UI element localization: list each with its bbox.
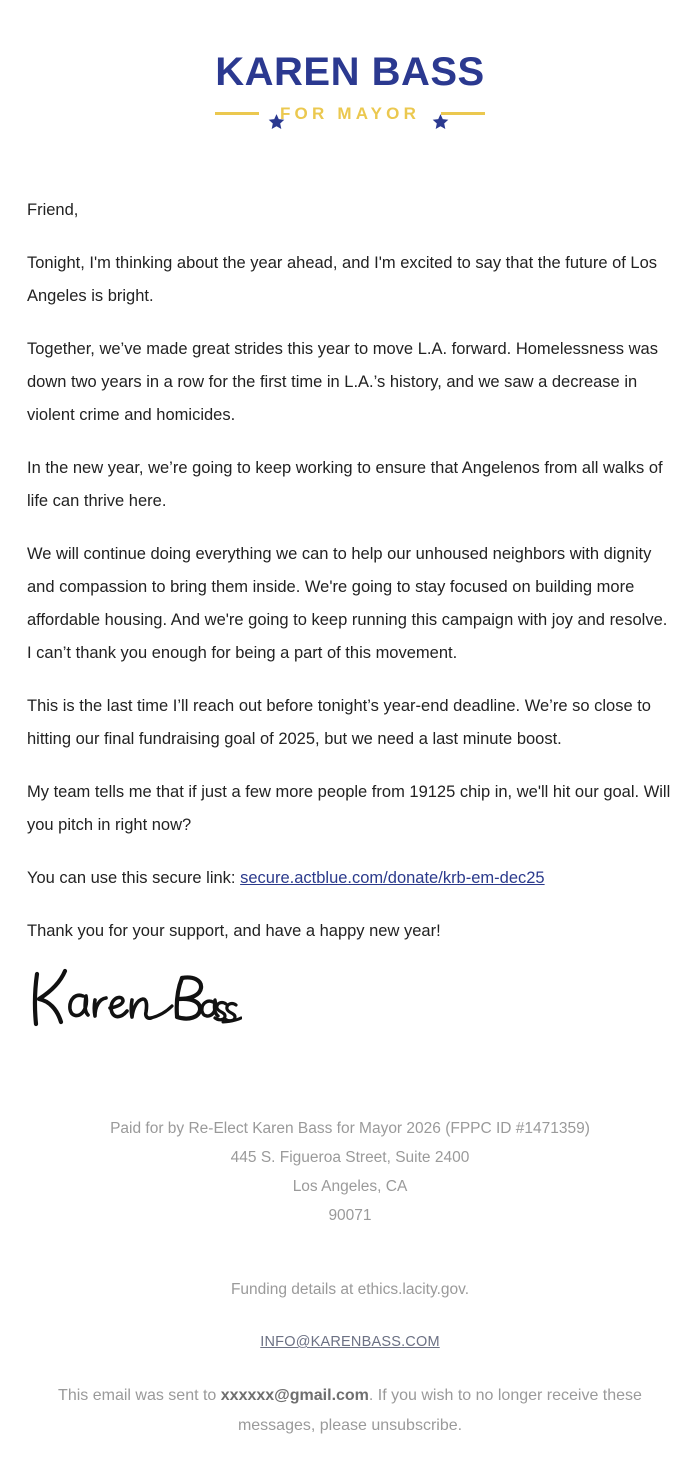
logo-tagline: FOR MAYOR (279, 104, 421, 123)
paid-for-disclaimer (30, 1114, 670, 1230)
disclaimer-line-4: 90071 (328, 1207, 372, 1224)
paragraph-6: My team tells me that if just a few more people from 19125 chip in, we'll hit our goal. Will you pitch in right now? (27, 783, 671, 834)
paragraph-2: Together, we’ve made great strides this year to move L.A. forward. Homelessness was down two years in a row for the first time in L.A.’s history, and we saw a decrease in violent crime and homicides. (27, 340, 658, 424)
disclaimer-line-1: Paid for by Re-Elect Karen Bass for Mayor 2026 (FPPC ID #1471359) (110, 1120, 590, 1137)
signature-karen-bass (27, 964, 242, 1036)
secure-link-intro: You can use this secure link: (27, 869, 241, 887)
paragraph-5: This is the last time I’ll reach out before tonight’s year-end deadline. We’re so close to hitting our final fundraising goal of 2025, but we need a last minute boost. (27, 697, 651, 748)
contact-email-row (30, 1328, 670, 1357)
sent-to-prefix: This email was sent to (58, 1387, 221, 1404)
letter-body (0, 194, 700, 948)
recipient-email: xxxxxx@gmail.com (220, 1387, 369, 1404)
contact-email-link[interactable]: INFO@KARENBASS.COM (260, 1334, 440, 1350)
disclaimer-line-2: 445 S. Figueroa Street, Suite 2400 (230, 1149, 470, 1166)
campaign-logo (0, 0, 700, 122)
closing-line: Thank you for your support, and have a happy new year! (27, 922, 441, 940)
paragraph-4: We will continue doing everything we can to help our unhoused neighbors with dignity and compassion to bring them inside. We're going to stay focused on building more affordable housing. And we're going to keep running this campaign with joy and resolve. I can’t thank you enough for being a part of this movement. (27, 545, 668, 662)
email-footer (0, 1114, 700, 1481)
logo-tagline-row (0, 105, 700, 122)
sent-to-notice (30, 1381, 670, 1441)
paragraph-1: Tonight, I'm thinking about the year ahead, and I'm excited to say that the future of Los Angeles is bright. (27, 254, 658, 305)
donate-link[interactable]: secure.actblue.com/donate/krb-em-dec25 (240, 869, 545, 887)
disclaimer-line-3: Los Angeles, CA (292, 1178, 408, 1195)
salutation: Friend, (27, 201, 79, 219)
logo-rule-left (215, 112, 259, 115)
secure-link-paragraph (27, 862, 673, 895)
sent-to-suffix: . If you wish to no longer receive these messages, please unsubscribe. (237, 1387, 642, 1434)
signature (0, 948, 700, 1036)
funding-details: Funding details at ethics.lacity.gov. (230, 1281, 470, 1298)
logo-candidate-name: KAREN BASS (215, 50, 485, 94)
paragraph-3: In the new year, we’re going to keep working to ensure that Angelenos from all walks of life can thrive here. (27, 459, 663, 510)
